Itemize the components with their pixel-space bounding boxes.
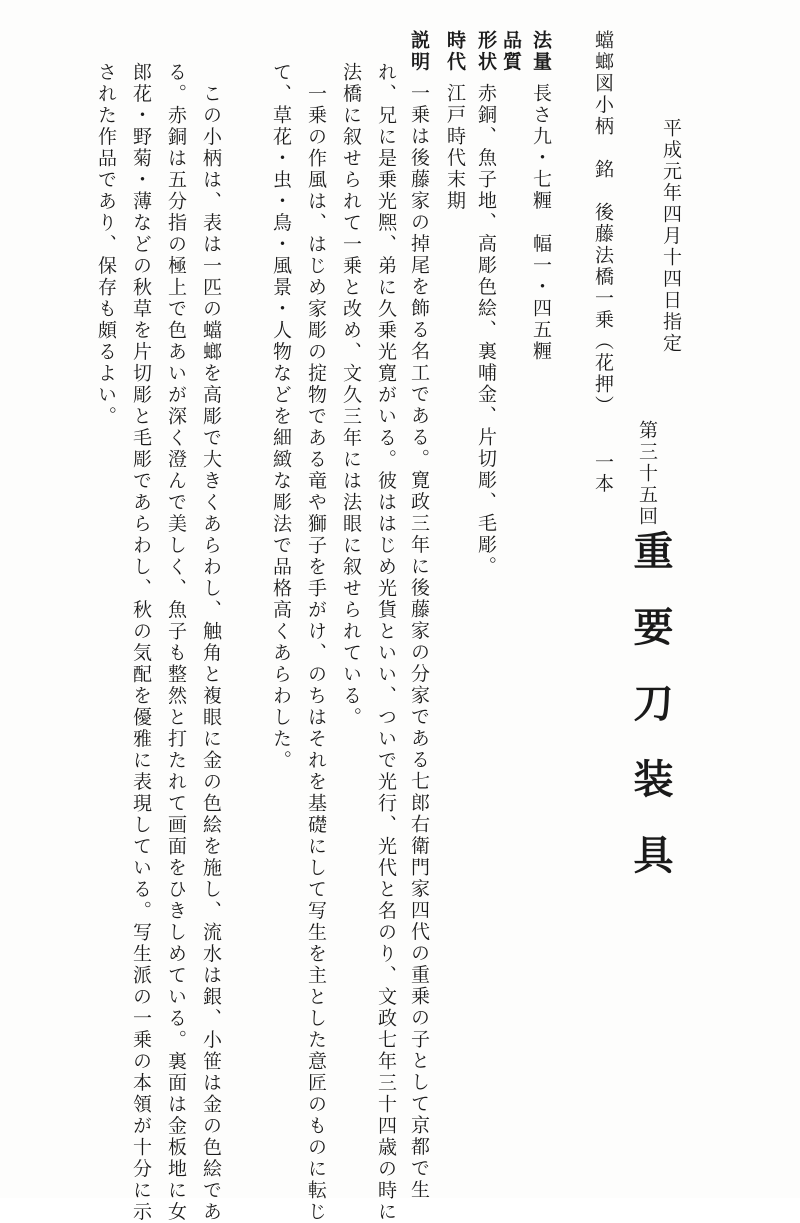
session-number: 第三十五回 [636, 420, 658, 528]
page-title: 重要刀装具 [627, 530, 674, 910]
field-label: 説明 [408, 30, 430, 73]
field-label: 品質 [500, 30, 522, 73]
field-quality [501, 30, 520, 73]
field-value: 江戸時代末期 [444, 83, 466, 212]
body-line: て、草花・虫・鳥・風景・人物などを細緻な彫法で品格高くあらわした。 [270, 62, 292, 772]
body-line: れ、兄に是乗光熈、弟に久乗光寛がいる。彼ははじめ光貨といい、ついで光行、光代と名のり、文政七年三十四歳の時に [375, 62, 397, 1223]
field-description [409, 30, 428, 1201]
field-value: 長さ九・七糎 幅一・四五糎 [530, 83, 552, 363]
designation-date: 平成元年四月十四日指定 [660, 118, 682, 355]
body-line: る。赤銅は五分指の極上で色あいが深く澄んで美しく、魚子も整然と打たれて画面をひきしめている。裏面は金板地に女 [165, 62, 187, 1223]
field-value: 赤銅、魚子地、高彫色絵、裏哺金、片切彫、毛彫。 [475, 83, 497, 578]
field-label: 法量 [530, 30, 552, 73]
field-value: 一乗は後藤家の掉尾を飾る名工である。寛政三年に後藤家の分家である七郎右衛門家四代の重乗の子として京都で生 [408, 83, 430, 1201]
body-line: 郎花・野菊・薄などの秋草を片切彫と毛彫であらわし、秋の気配を優雅に表現している。写生派の一乗の本領が十分に示 [130, 62, 152, 1223]
item-count: 一本 [592, 452, 614, 495]
body-line: この小柄は、表は一匹の蟷螂を高彫で大きくあらわし、触角と複眼に金の色絵を施し、流水は銀、小笹は金の色絵であ [200, 62, 222, 1223]
body-line: された作品であり、保存も頗るよい。 [95, 62, 117, 428]
field-label: 時代 [444, 30, 466, 73]
item-name: 蟷螂図小柄 銘 後藤法橋一乗（花押） [592, 30, 614, 417]
body-line: 法橋に叙せられて一乗と改め、文久三年には法眼に叙せられている。 [340, 62, 362, 729]
field-shape [476, 30, 495, 578]
field-dimensions [531, 30, 550, 363]
body-line: 一乗の作風は、はじめ家彫の掟物である竜や獅子を手がけ、のちはそれを基礎にして写生を主とした意匠のものに転じ [305, 62, 327, 1223]
field-label: 形状 [475, 30, 497, 73]
field-period [445, 30, 464, 212]
